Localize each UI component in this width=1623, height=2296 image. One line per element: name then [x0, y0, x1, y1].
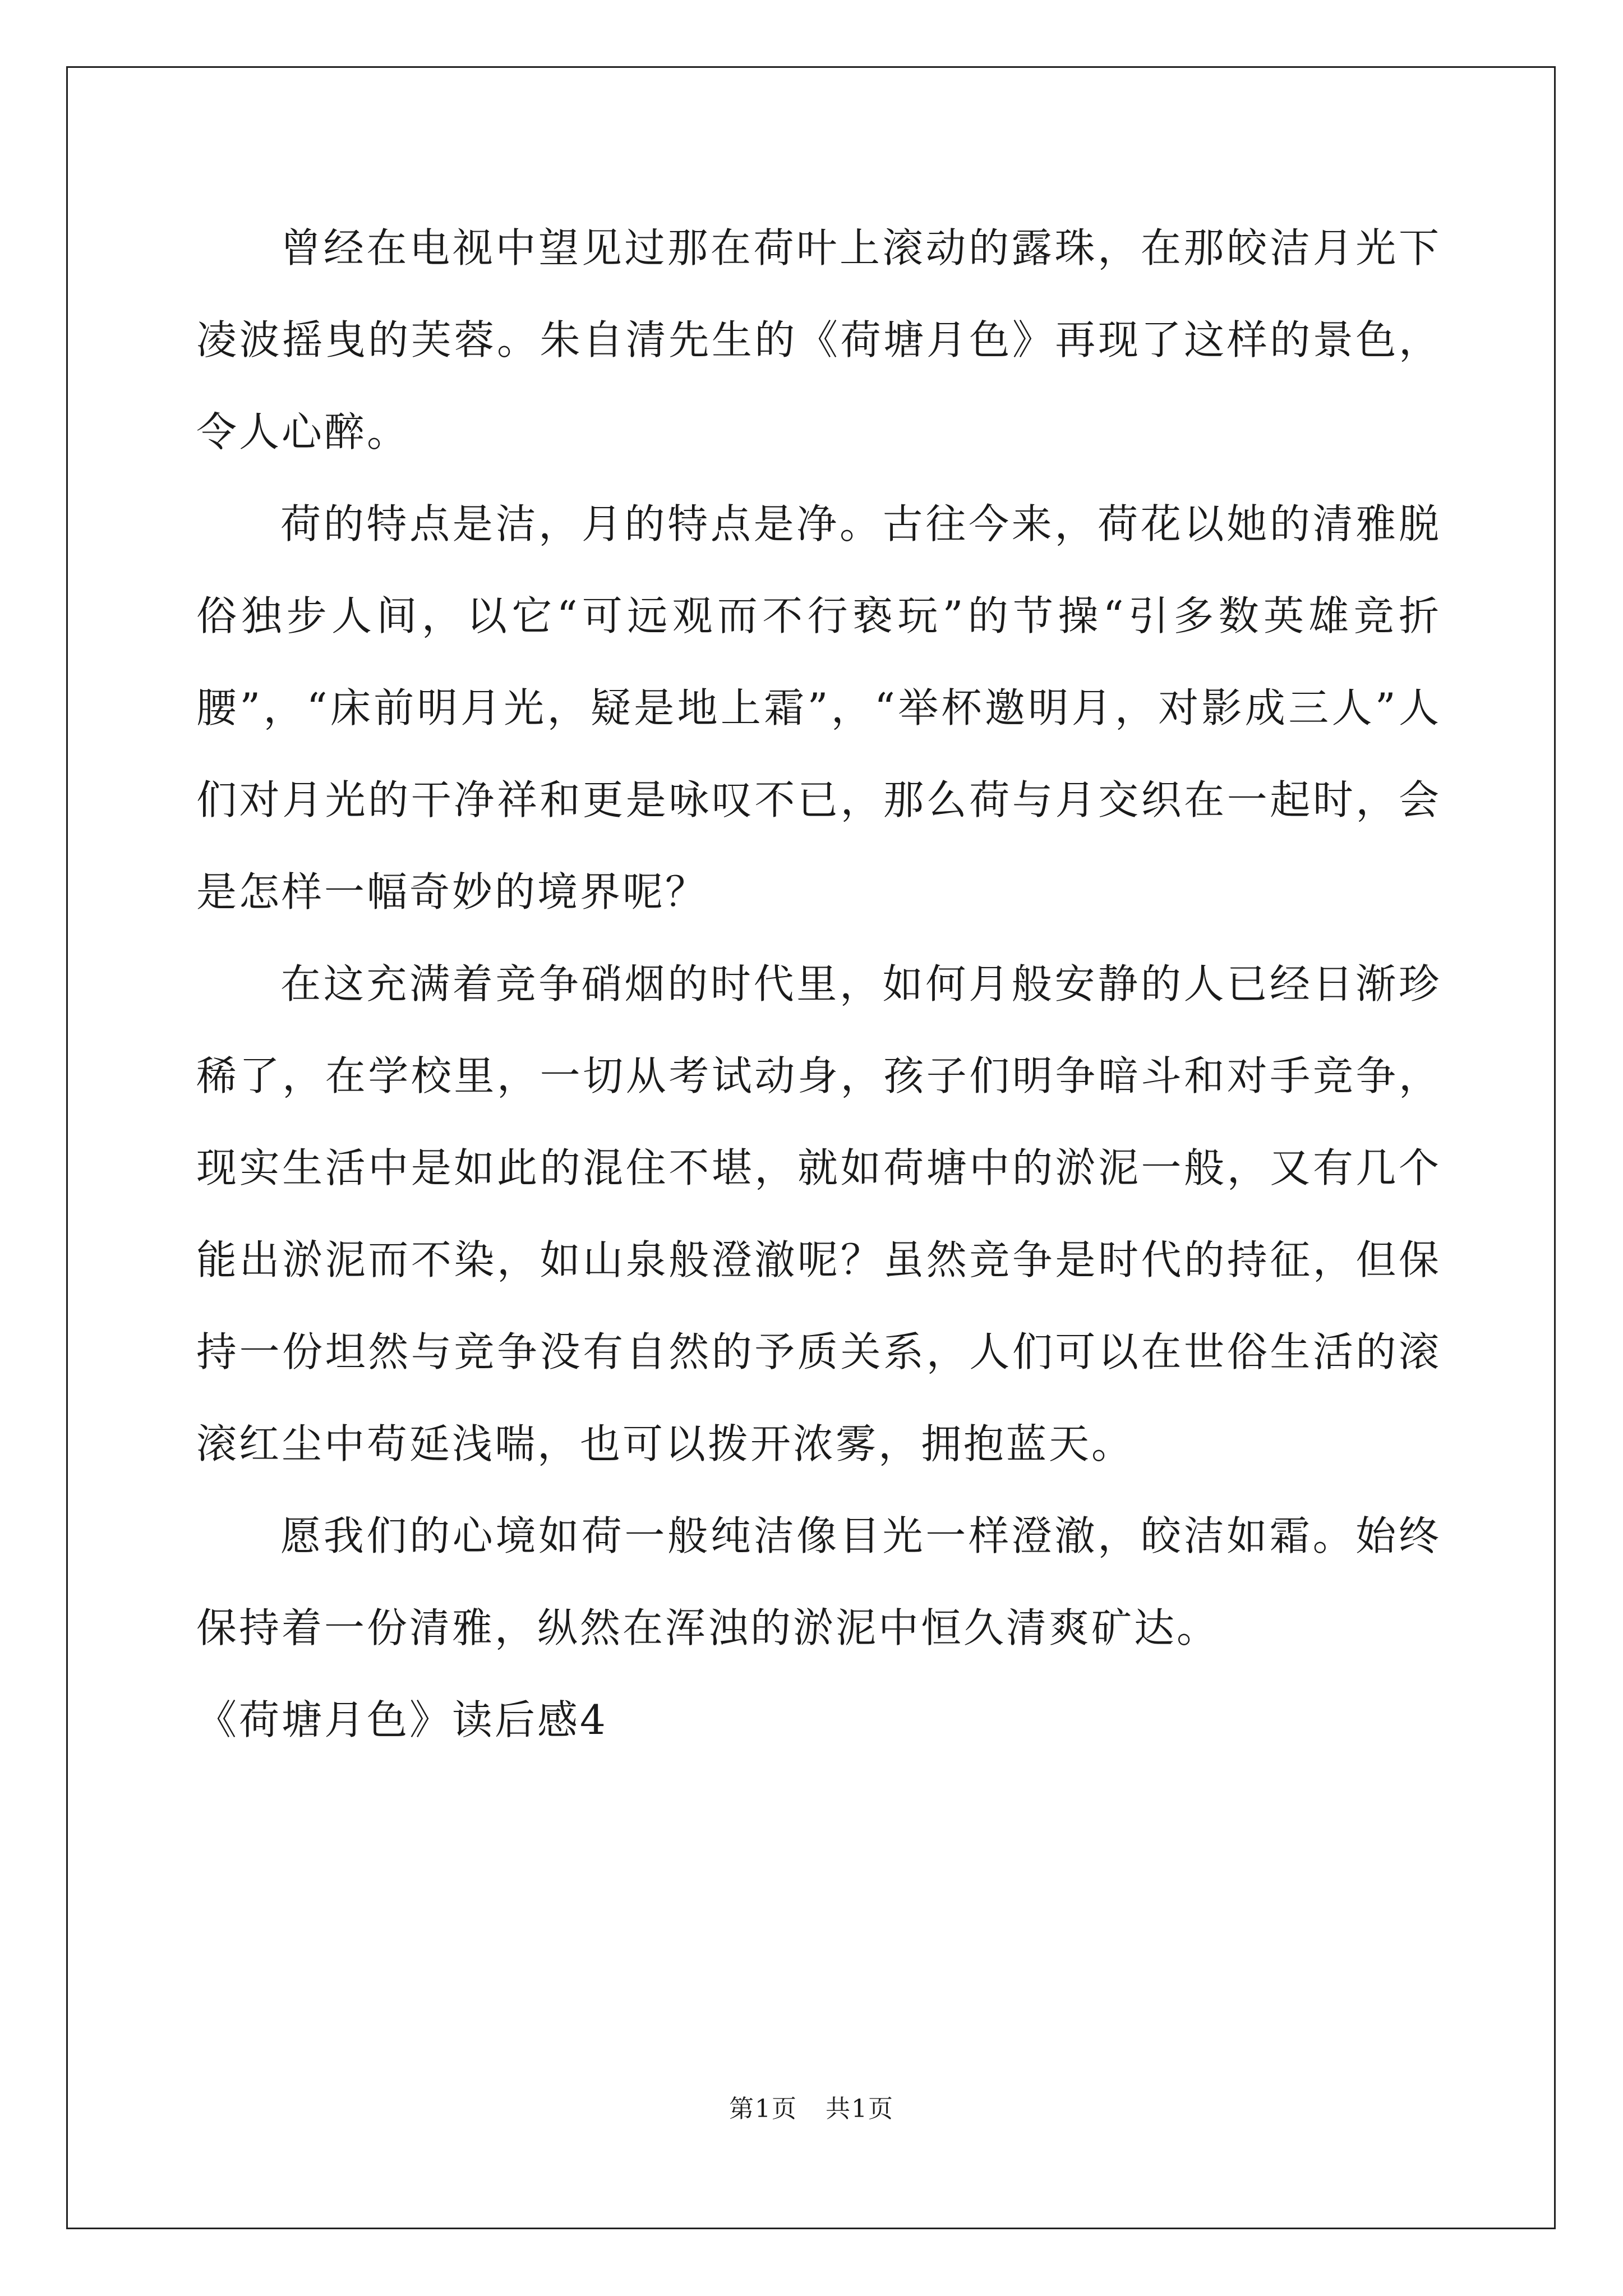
paragraph-3: 在这充满着竞争硝烟的时代里，如何月般安静的人已经日渐珍稀了，在学校里，一切从考试动身，孩子们明争暗斗和对手竞争，现实生活中是如此的混住不堪，就如荷塘中的淤泥一般，又有几个能出淤泥而不染，如山泉般澄澈呢？虽然竞争是时代的持征，但保持一份坦然与竞争没有自然的予质关系，人们可以在世俗生活的滚滚红尘中苟延浅喘，也可以拨开浓雾，拥抱蓝天。 — [196, 960, 1441, 1467]
section-heading: 《荷塘月色》读后感4 — [196, 1696, 608, 1743]
document-body — [196, 202, 1441, 1766]
page-number-total: 共1页 — [826, 2095, 894, 2123]
paragraph-4: 愿我们的心境如荷一般纯洁像目光一样澄澈，皎洁如霜。始终保持着一份清雅，纵然在浑浊的淤泥中恒久清爽矿达。 — [196, 1512, 1441, 1651]
paragraph-2: 荷的特点是洁，月的特点是净。古往今来，荷花以她的清雅脱俗独步人间，以它“可远观而不行亵玩”的节操“引多数英雄竞折腰”，“床前明月光，疑是地上霜”，“举杯邀明月，对影成三人”人们对月光的干净祥和更是咏叹不已，那么荷与月交织在一起时，会是怎样一幅奇妙的境界呢？ — [196, 500, 1441, 915]
page-footer — [0, 2092, 1623, 2126]
paragraph-1: 曾经在电视中望见过那在荷叶上滚动的露珠，在那皎洁月光下凌波摇曳的芙蓉。朱自清先生的《荷塘月色》再现了这样的景色，令人心醉。 — [196, 224, 1441, 455]
page-number-current: 第1页 — [729, 2095, 797, 2123]
